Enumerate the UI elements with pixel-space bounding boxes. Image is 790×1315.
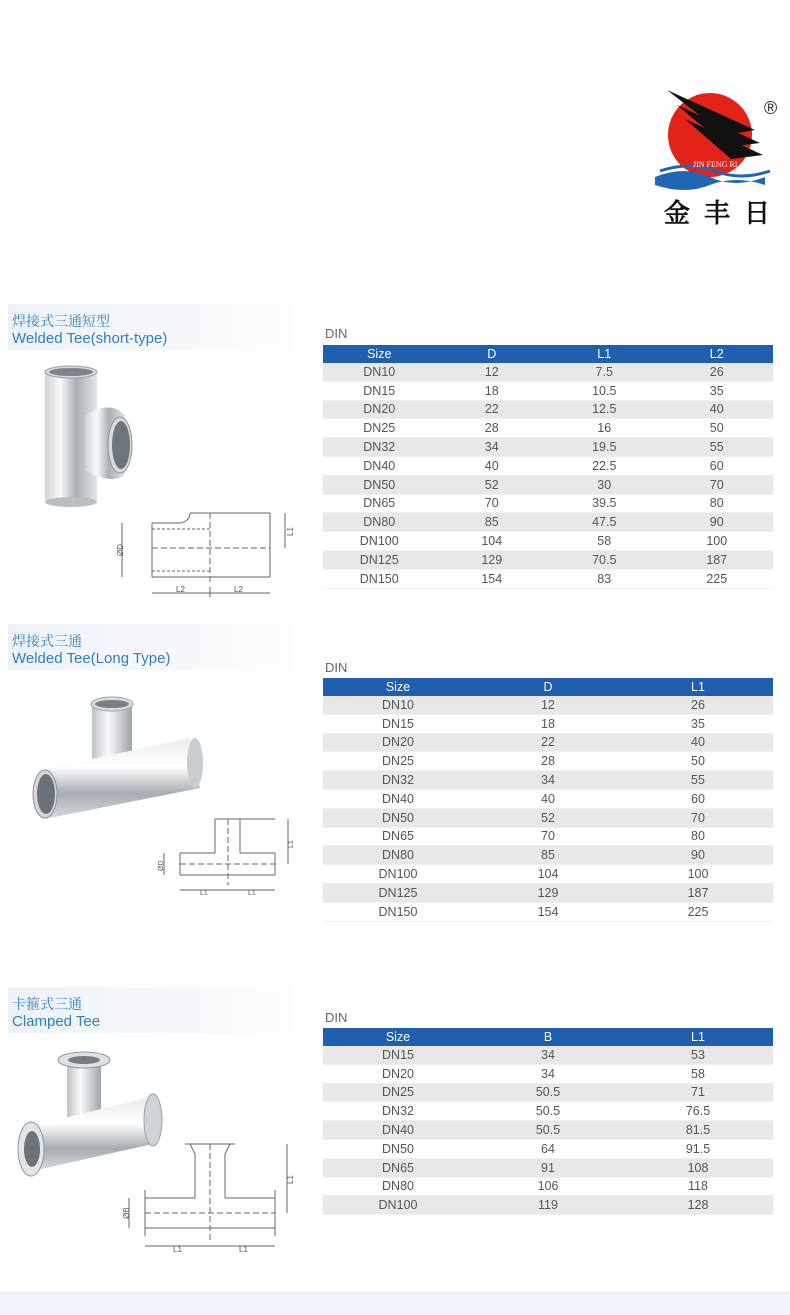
table-cell: 70 bbox=[473, 827, 623, 846]
table-cell: DN65 bbox=[323, 1158, 473, 1177]
table-row bbox=[323, 1046, 773, 1064]
short-tee-drawing bbox=[110, 505, 300, 600]
section-title-cn: 焊接式三通短型 bbox=[12, 313, 110, 329]
table-row bbox=[323, 1177, 773, 1196]
table-cell: 18 bbox=[473, 714, 623, 733]
table-cell: DN15 bbox=[323, 381, 436, 400]
table-row bbox=[323, 1102, 773, 1121]
table-cell: 225 bbox=[623, 902, 773, 921]
table-cell: 85 bbox=[473, 846, 623, 865]
table-header-row bbox=[323, 345, 773, 363]
table-cell: 40 bbox=[661, 400, 774, 419]
table-cell: 18 bbox=[436, 381, 549, 400]
table-cell: 58 bbox=[623, 1064, 773, 1083]
table-cell: DN65 bbox=[323, 827, 473, 846]
table-cell: 12 bbox=[436, 363, 549, 381]
table-cell: DN15 bbox=[323, 714, 473, 733]
spec-table-long-tee bbox=[323, 678, 773, 922]
table-cell: DN20 bbox=[323, 733, 473, 752]
table-row bbox=[323, 771, 773, 790]
table-cell: 30 bbox=[548, 475, 661, 494]
table-row bbox=[323, 752, 773, 771]
section-title-cn: 焊接式三通 bbox=[12, 633, 82, 649]
table-cell: 40 bbox=[436, 456, 549, 475]
table-cell: 104 bbox=[436, 532, 549, 551]
table-cell: 64 bbox=[473, 1139, 623, 1158]
table-cell: 108 bbox=[623, 1158, 773, 1177]
section-header-long-tee bbox=[8, 624, 292, 670]
table-row bbox=[323, 827, 773, 846]
table-cell: 10.5 bbox=[548, 381, 661, 400]
spec-table-clamped-tee bbox=[323, 1028, 773, 1215]
table-row bbox=[323, 569, 773, 588]
table-row bbox=[323, 865, 773, 884]
table-cell: 70 bbox=[623, 808, 773, 827]
table-cell: DN25 bbox=[323, 1083, 473, 1102]
section-title-en: Welded Tee(Long Type) bbox=[12, 650, 171, 667]
table-cell: DN32 bbox=[323, 438, 436, 457]
table-cell: 76.5 bbox=[623, 1102, 773, 1121]
table-cell: 7.5 bbox=[548, 363, 661, 381]
column-header: B bbox=[473, 1028, 623, 1046]
table-cell: 81.5 bbox=[623, 1121, 773, 1140]
table-row bbox=[323, 1083, 773, 1102]
table-cell: DN50 bbox=[323, 808, 473, 827]
table-cell: DN25 bbox=[323, 752, 473, 771]
table-cell: 35 bbox=[623, 714, 773, 733]
table-cell: 50.5 bbox=[473, 1102, 623, 1121]
short-tee-photo bbox=[30, 360, 140, 510]
table-cell: 40 bbox=[473, 789, 623, 808]
table-cell: 47.5 bbox=[548, 513, 661, 532]
column-header: Size bbox=[323, 678, 473, 696]
table-row bbox=[323, 789, 773, 808]
table-cell: 70 bbox=[661, 475, 774, 494]
table-cell: 129 bbox=[436, 550, 549, 569]
column-header: Size bbox=[323, 345, 436, 363]
table-row bbox=[323, 902, 773, 921]
column-header: L1 bbox=[548, 345, 661, 363]
table-cell: DN80 bbox=[323, 846, 473, 865]
table-cell: 12.5 bbox=[548, 400, 661, 419]
footer-bar bbox=[0, 1291, 790, 1315]
brand-name-en: JIN FENG RI bbox=[693, 160, 738, 169]
table-cell: 12 bbox=[473, 696, 623, 714]
table-cell: DN20 bbox=[323, 1064, 473, 1083]
column-header: Size bbox=[323, 1028, 473, 1046]
table-row bbox=[323, 1158, 773, 1177]
dim-label: L1 bbox=[239, 1245, 248, 1254]
table-row bbox=[323, 513, 773, 532]
table-cell: 128 bbox=[623, 1196, 773, 1215]
table-cell: 40 bbox=[623, 733, 773, 752]
table-header-row bbox=[323, 678, 773, 696]
table-cell: 34 bbox=[473, 771, 623, 790]
table-cell: 58 bbox=[548, 532, 661, 551]
section-title-en: Welded Tee(short-type) bbox=[12, 330, 168, 347]
table-row bbox=[323, 1196, 773, 1215]
table-cell: DN80 bbox=[323, 1177, 473, 1196]
table-cell: 90 bbox=[623, 846, 773, 865]
table-row bbox=[323, 1064, 773, 1083]
column-header: L2 bbox=[661, 345, 774, 363]
table-cell: 35 bbox=[661, 381, 774, 400]
table-row bbox=[323, 419, 773, 438]
table-cell: 19.5 bbox=[548, 438, 661, 457]
table-cell: 80 bbox=[661, 494, 774, 513]
table-cell: 100 bbox=[661, 532, 774, 551]
standard-label: DIN bbox=[325, 326, 348, 341]
table-row bbox=[323, 846, 773, 865]
section-title-cn: 卡箍式三通 bbox=[12, 996, 82, 1012]
table-row bbox=[323, 381, 773, 400]
table-row bbox=[323, 475, 773, 494]
dim-label: L1 bbox=[286, 1175, 295, 1184]
table-cell: DN10 bbox=[323, 696, 473, 714]
registered-mark: ® bbox=[764, 98, 778, 118]
section-header-clamped-tee bbox=[8, 987, 292, 1033]
table-cell: DN100 bbox=[323, 532, 436, 551]
table-cell: 106 bbox=[473, 1177, 623, 1196]
table-cell: DN100 bbox=[323, 1196, 473, 1215]
section-header-short-tee bbox=[8, 304, 292, 350]
table-cell: 16 bbox=[548, 419, 661, 438]
dim-label: L2 bbox=[176, 585, 185, 594]
standard-label: DIN bbox=[325, 1010, 348, 1025]
table-cell: 70 bbox=[436, 494, 549, 513]
table-cell: DN125 bbox=[323, 550, 436, 569]
table-cell: DN100 bbox=[323, 865, 473, 884]
table-cell: 52 bbox=[436, 475, 549, 494]
dim-label: L1 bbox=[200, 890, 208, 897]
table-cell: 50.5 bbox=[473, 1083, 623, 1102]
table-cell: 52 bbox=[473, 808, 623, 827]
table-cell: 22.5 bbox=[548, 456, 661, 475]
spec-table-short-tee bbox=[323, 345, 773, 589]
table-cell: 71 bbox=[623, 1083, 773, 1102]
dim-label: L2 bbox=[234, 585, 243, 594]
table-cell: 28 bbox=[436, 419, 549, 438]
table-cell: DN32 bbox=[323, 771, 473, 790]
table-cell: 22 bbox=[473, 733, 623, 752]
table-cell: 34 bbox=[436, 438, 549, 457]
table-cell: 80 bbox=[623, 827, 773, 846]
table-cell: 28 bbox=[473, 752, 623, 771]
brand-name-cn: 金丰日 bbox=[664, 199, 785, 229]
table-row bbox=[323, 1139, 773, 1158]
table-cell: 187 bbox=[623, 883, 773, 902]
table-cell: 91.5 bbox=[623, 1139, 773, 1158]
table-row bbox=[323, 550, 773, 569]
table-row bbox=[323, 494, 773, 513]
table-cell: 100 bbox=[623, 865, 773, 884]
table-row bbox=[323, 438, 773, 457]
table-cell: 129 bbox=[473, 883, 623, 902]
table-header-row bbox=[323, 1028, 773, 1046]
table-cell: 91 bbox=[473, 1158, 623, 1177]
table-cell: 34 bbox=[473, 1064, 623, 1083]
table-row bbox=[323, 733, 773, 752]
standard-label: DIN bbox=[325, 660, 348, 675]
table-cell: DN50 bbox=[323, 1139, 473, 1158]
table-cell: DN150 bbox=[323, 569, 436, 588]
table-cell: DN125 bbox=[323, 883, 473, 902]
table-cell: 118 bbox=[623, 1177, 773, 1196]
table-row bbox=[323, 714, 773, 733]
table-cell: 225 bbox=[661, 569, 774, 588]
table-cell: 50 bbox=[623, 752, 773, 771]
table-cell: 39.5 bbox=[548, 494, 661, 513]
table-row bbox=[323, 1121, 773, 1140]
table-row bbox=[323, 696, 773, 714]
table-cell: 104 bbox=[473, 865, 623, 884]
table-cell: 34 bbox=[473, 1046, 623, 1064]
table-cell: DN20 bbox=[323, 400, 436, 419]
table-row bbox=[323, 532, 773, 551]
table-cell: 50.5 bbox=[473, 1121, 623, 1140]
table-cell: DN150 bbox=[323, 902, 473, 921]
column-header: L1 bbox=[623, 1028, 773, 1046]
table-cell: 83 bbox=[548, 569, 661, 588]
table-cell: DN25 bbox=[323, 419, 436, 438]
dim-label: L1 bbox=[248, 890, 256, 897]
table-cell: 50 bbox=[661, 419, 774, 438]
table-cell: 55 bbox=[623, 771, 773, 790]
table-cell: 154 bbox=[473, 902, 623, 921]
table-cell: 70.5 bbox=[548, 550, 661, 569]
table-row bbox=[323, 883, 773, 902]
table-cell: DN65 bbox=[323, 494, 436, 513]
table-cell: 60 bbox=[623, 789, 773, 808]
table-cell: 154 bbox=[436, 569, 549, 588]
column-header: D bbox=[436, 345, 549, 363]
table-cell: DN15 bbox=[323, 1046, 473, 1064]
table-cell: DN80 bbox=[323, 513, 436, 532]
dim-label: ØB bbox=[122, 1207, 131, 1219]
dim-label: L1 bbox=[286, 527, 295, 536]
dim-label: L1 bbox=[173, 1245, 182, 1254]
column-header: L1 bbox=[623, 678, 773, 696]
dim-label: ØD bbox=[116, 544, 125, 556]
table-cell: 55 bbox=[661, 438, 774, 457]
table-cell: DN40 bbox=[323, 456, 436, 475]
table-row bbox=[323, 456, 773, 475]
table-row bbox=[323, 400, 773, 419]
table-cell: 60 bbox=[661, 456, 774, 475]
table-cell: 90 bbox=[661, 513, 774, 532]
table-cell: DN40 bbox=[323, 789, 473, 808]
table-cell: 187 bbox=[661, 550, 774, 569]
table-cell: 85 bbox=[436, 513, 549, 532]
table-cell: DN40 bbox=[323, 1121, 473, 1140]
table-cell: DN50 bbox=[323, 475, 436, 494]
table-cell: 26 bbox=[661, 363, 774, 381]
section-title-en: Clamped Tee bbox=[12, 1013, 101, 1030]
clamped-tee-drawing bbox=[115, 1140, 300, 1255]
dim-label: ØD bbox=[158, 860, 165, 871]
table-cell: DN10 bbox=[323, 363, 436, 381]
table-cell: 22 bbox=[436, 400, 549, 419]
column-header: D bbox=[473, 678, 623, 696]
table-cell: DN32 bbox=[323, 1102, 473, 1121]
table-row bbox=[323, 363, 773, 381]
table-cell: 53 bbox=[623, 1046, 773, 1064]
long-tee-drawing bbox=[150, 815, 300, 900]
table-row bbox=[323, 808, 773, 827]
table-cell: 119 bbox=[473, 1196, 623, 1215]
table-cell: 26 bbox=[623, 696, 773, 714]
dim-label: L1 bbox=[288, 840, 295, 848]
